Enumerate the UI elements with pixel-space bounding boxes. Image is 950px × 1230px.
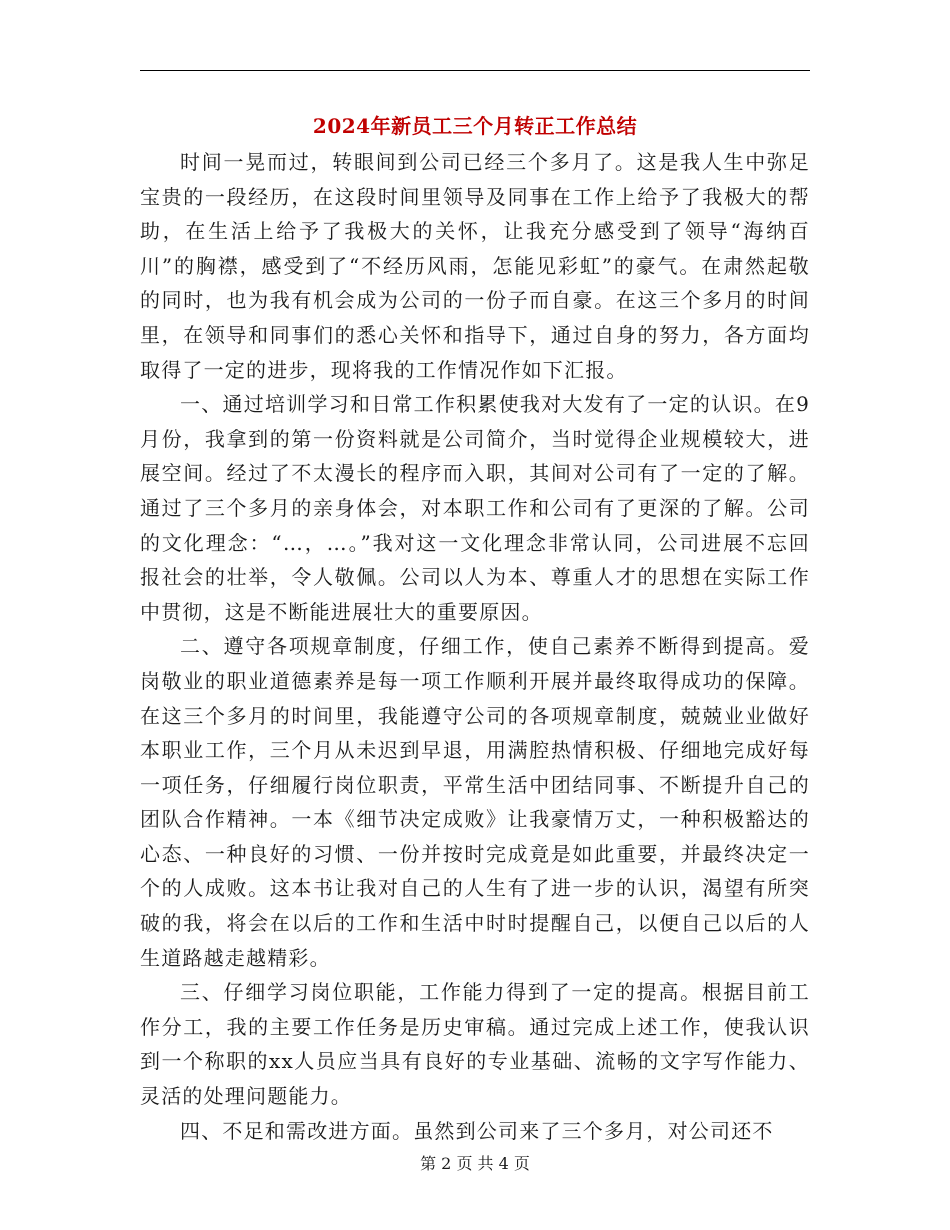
document-title: 2024年新员工三个月转正工作总结 [312, 114, 638, 138]
document-body [140, 145, 810, 1148]
page-footer: 第 2 页 共 4 页 [420, 1154, 530, 1173]
paragraph-intro: 时间一晃而过，转眼间到公司已经三个多月了。这是我人生中弥足宝贵的一段经历，在这段时间里领导及同事在工作上给予了我极大的帮助，在生活上给予了我极大的关怀，让我充分感受到了领导“海纳百川”的胸襟，感受到了“不经历风雨，怎能见彩虹”的豪气。在肃然起敬的同时，也为我有机会成为公司的一份子而自豪。在这三个多月的时间里，在领导和同事们的悉心关怀和指导下，通过自身的努力，各方面均取得了一定的进步，现将我的工作情况作如下汇报。 [140, 150, 810, 382]
paragraph-section-4: 四、不足和需改进方面。虽然到公司来了三个多月，对公司还不 [180, 1118, 774, 1143]
paragraph-section-3: 三、仔细学习岗位职能，工作能力得到了一定的提高。根据目前工作分工，我的主要工作任务是历史审稿。通过完成上述工作，使我认识到一个称职的xx人员应当具有良好的专业基础、流畅的文字写作能力、灵活的处理问题能力。 [140, 980, 810, 1109]
header-rule [140, 70, 810, 71]
paragraph-section-1: 一、通过培训学习和日常工作积累使我对大发有了一定的认识。在9月份，我拿到的第一份资料就是公司简介，当时觉得企业规模较大，进展空间。经过了不太漫长的程序而入职，其间对公司有了一定的了解。通过了三个多月的亲身体会，对本职工作和公司有了更深的了解。公司的文化理念：“…，…。”我对这一文化理念非常认同，公司进展不忘回报社会的壮举，令人敬佩。公司以人为本、尊重人才的思想在实际工作中贯彻，这是不断能进展壮大的重要原因。 [140, 392, 810, 624]
paragraph-section-2: 二、遵守各项规章制度，仔细工作，使自己素养不断得到提高。爱岗敬业的职业道德素养是每一项工作顺利开展并最终取得成功的保障。在这三个多月的时间里，我能遵守公司的各项规章制度，兢兢业业做好本职业工作，三个月从未迟到早退，用满腔热情积极、仔细地完成好每一项任务，仔细履行岗位职责，平常生活中团结同事、不断提升自己的团队合作精神。一本《细节决定成败》让我豪情万丈，一种积极豁达的心态、一种良好的习惯、一份并按时完成竟是如此重要，并最终决定一个的人成败。这本书让我对自己的人生有了进一步的认识，渴望有所突破的我，将会在以后的工作和生活中时时提醒自己，以便自己以后的人生道路越走越精彩。 [140, 634, 810, 970]
